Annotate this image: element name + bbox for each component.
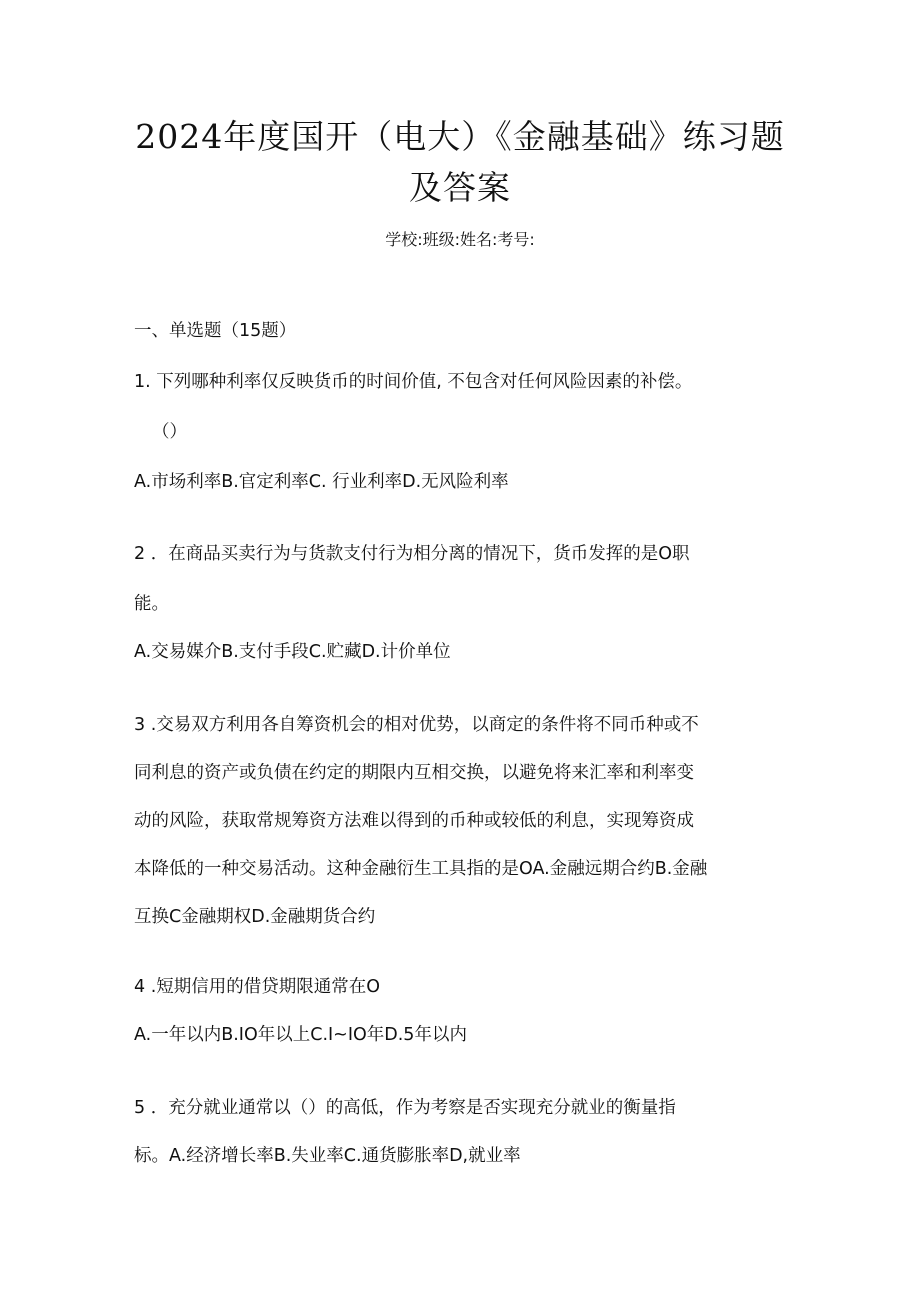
class-label: 班级: [422,230,460,249]
question-4-line-1: 4 .短期信用的借贷期限通常在O [134,977,381,997]
question-3-line-3: 动的风险，获取常规筹资方法难以得到的币种或较低的利息，实现筹资成 [134,811,694,831]
exam-number-label: 考号: [497,230,535,249]
question-1-line-1: 1. 下列哪种利率仅反映货币的时间价值, 不包含对任何风险因素的补偿。 [134,372,693,392]
document-title-line-2: 及答案 [409,168,511,207]
question-2-line-1: 2 ．在商品买卖行为与货款支付行为相分离的情况下，货币发挥的是O职 [134,544,690,564]
name-label: 姓名: [460,230,498,249]
question-3-line-4: 本降低的一种交易活动。这种金融衍生工具指的是OA.金融远期合约B.金融 [134,859,708,879]
section-heading: 一、单选题（15题） [134,321,297,341]
question-5-line-2: 标。A.经济增长率B.失业率C.通货膨胀率D,就业率 [134,1146,521,1166]
question-1-options: A.市场利率B.官定利率C. 行业利率D.无风险利率 [134,472,509,492]
question-3-line-5: 互换C金融期权D.金融期货合约 [134,907,376,927]
question-1-line-2: （） [152,422,187,442]
question-2-line-2: 能。 [134,594,169,614]
question-4-options: A.一年以内B.IO年以上C.I~IO年D.5年以内 [134,1025,467,1045]
student-info-line [300,228,620,252]
question-3-line-1: 3 .交易双方利用各自筹资机会的相对优势，以商定的条件将不同币种或不 [134,715,699,735]
school-label: 学校: [385,230,423,249]
question-5-line-1: 5 ．充分就业通常以（）的高低，作为考察是否实现充分就业的衡量指 [134,1098,676,1118]
document-title-line-1: 2024年度国开（电大）《金融基础》练习题 [135,117,785,156]
question-2-options: A.交易媒介B.支付手段C.贮藏D.计价单位 [134,642,451,662]
question-3-line-2: 同利息的资产或负债在约定的期限内互相交换，以避免将来汇率和利率变 [134,763,694,783]
